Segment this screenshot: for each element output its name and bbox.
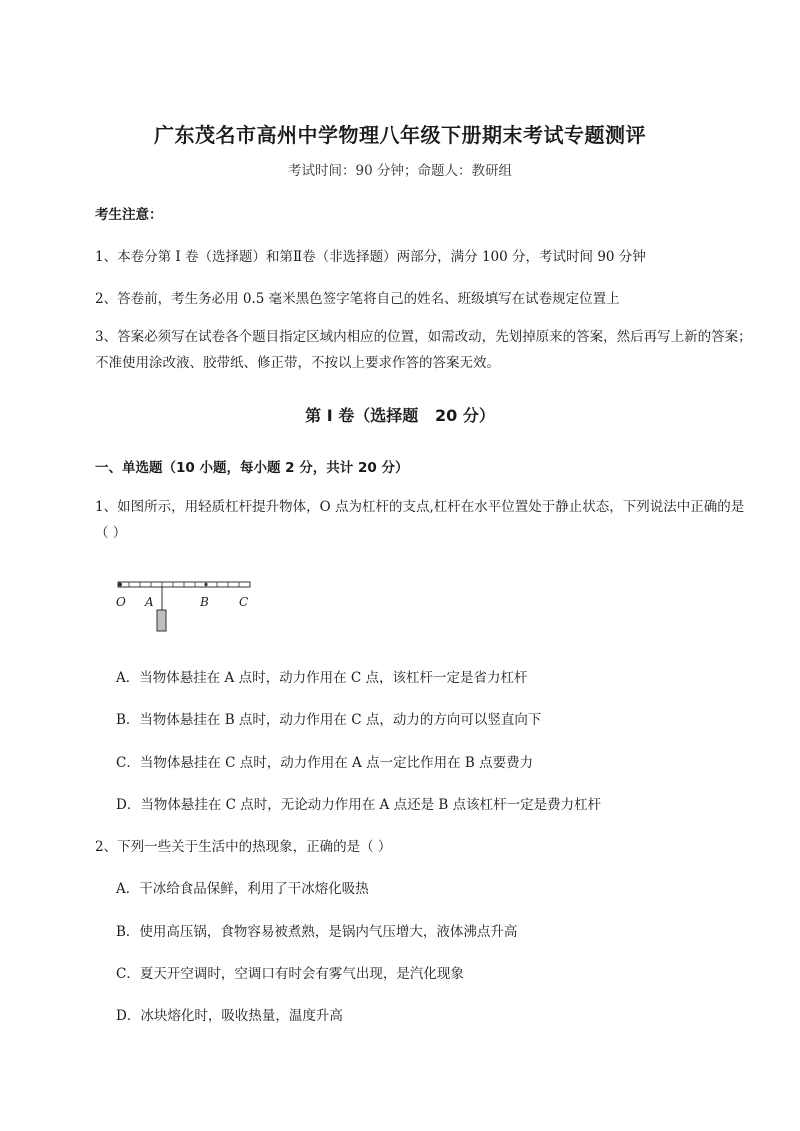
point-b-dot xyxy=(204,583,207,586)
label-a: A xyxy=(145,595,154,609)
question-1-option-a: A．当物体悬挂在 A 点时，动力作用在 C 点，该杠杆一定是省力杠杆 xyxy=(116,670,528,686)
exam-title: 广东茂名市高州中学物理八年级下册期末考试专题测评 xyxy=(154,123,646,147)
label-c: C xyxy=(239,595,249,609)
question-2-option-b: B．使用高压锅，食物容易被煮熟，是锅内气压增大，液体沸点升高 xyxy=(116,924,518,940)
question-1-stem: 1、如图所示，用轻质杠杆提升物体，O 点为杠杆的支点,杠杆在水平位置处于静止状态，下列说法中正确的是（ ） xyxy=(95,499,745,541)
question-1-option-d: D．当物体悬挂在 C 点时，无论动力作用在 A 点还是 B 点该杠杆一定是费力杠杆 xyxy=(116,797,602,813)
notice-item-1: 1、本卷分第 I 卷（选择题）和第Ⅱ卷（非选择题）两部分，满分 100 分，考试时间 90 分钟 xyxy=(95,249,646,265)
hanging-weight xyxy=(157,610,166,631)
exam-subtitle: 考试时间：90 分钟；命题人：教研组 xyxy=(288,163,512,179)
part-heading: 一、单选题（10 小题，每小题 2 分，共计 20 分） xyxy=(95,460,409,476)
question-2-option-d: D．冰块熔化时，吸收热量，温度升高 xyxy=(116,1008,343,1024)
question-2-stem: 2、下列一些关于生活中的热现象，正确的是（ ） xyxy=(95,839,392,855)
question-1-option-b: B．当物体悬挂在 B 点时，动力作用在 C 点，动力的方向可以竖直向下 xyxy=(116,712,542,728)
pivot-point xyxy=(118,583,122,587)
lever-bar xyxy=(118,582,250,587)
question-2-option-a: A．干冰给食品保鲜，利用了干冰熔化吸热 xyxy=(116,881,369,897)
label-o: O xyxy=(116,595,126,609)
section-title: 第 I 卷（选择题 20 分） xyxy=(305,406,495,425)
lever-figure xyxy=(112,578,262,634)
question-1-option-c: C．当物体悬挂在 C 点时，动力作用在 A 点一定比作用在 B 点要费力 xyxy=(116,755,534,771)
notice-item-2: 2、答卷前，考生务必用 0.5 毫米黑色签字笔将自己的姓名、班级填写在试卷规定位置上 xyxy=(95,291,620,307)
notice-heading: 考生注意： xyxy=(95,207,163,223)
question-2-option-c: C．夏天开空调时，空调口有时会有雾气出现，是汽化现象 xyxy=(116,966,464,982)
label-b: B xyxy=(200,595,209,609)
notice-item-3: 3、答案必须写在试卷各个题目指定区域内相应的位置，如需改动，先划掉原来的答案，然后再写上新的答案；不准使用涂改液、胶带纸、修正带，不按以上要求作答的答案无效。 xyxy=(95,329,752,371)
